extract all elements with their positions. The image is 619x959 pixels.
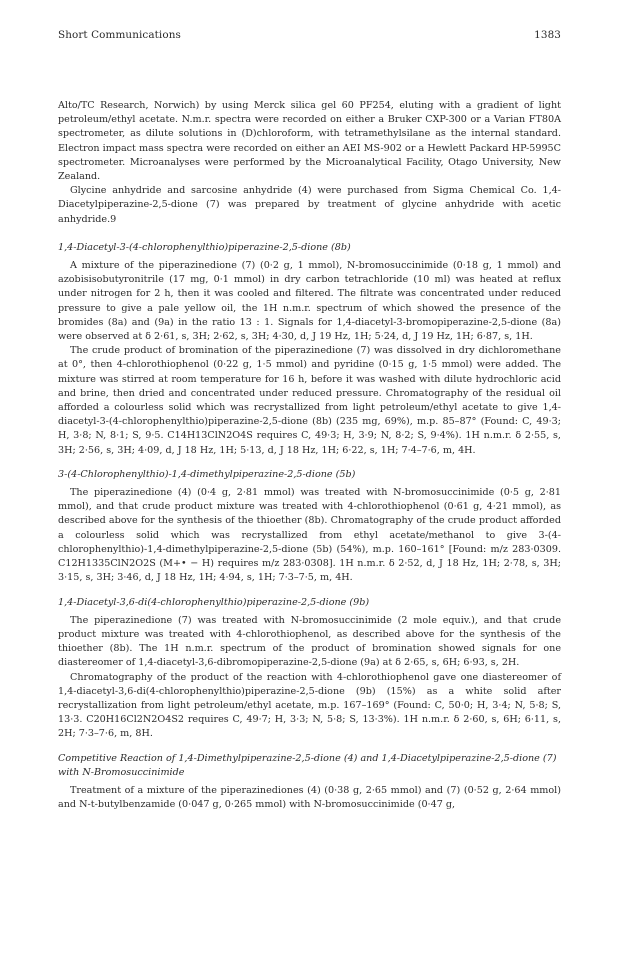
paragraph-competitive: Treatment of a mixture of the piperazinediones (4) (0·38 g, 2·65 mmol) and (7) (0·52 g, 2·64 mmol) and N-t-butylbenzamide (0·047 g, 0·265 mmol) with N-bromosuccinimide (0·47 g, [58, 784, 561, 811]
article-body [58, 99, 561, 812]
paragraph-9b-bromination: The piperazinedione (7) was treated with N-bromosuccinimide (2 mole equiv.), and that crude product mixture was treated with 4-chlorothiophenol, as described above for the synthesis of the thioether (8b). The 1H n.m.r. spectrum of the product of bromination showed signals for one diastereomer of 1,4-diacetyl-3,6-dibromopiperazine-2,5-dione (9a) at δ 2·65, s, 6H; 6·93, s, 2H. [58, 614, 561, 669]
running-head [58, 28, 561, 42]
section-heading-5b: 3-(4-Chlorophenylthio)-1,4-dimethylpiperazine-2,5-dione (5b) [58, 468, 356, 480]
journal-section-title: Short Communications [58, 29, 181, 41]
paragraph-materials: Glycine anhydride and sarcosine anhydride (4) were purchased from Sigma Chemical Co. 1,4-Diacetylpiperazine-2,5-dione (7) was prepared by treatment of glycine anhydride with acetic anhydride.9 [58, 185, 561, 225]
paragraph-8b-thioether: The crude product of bromination of the piperazinedione (7) was dissolved in dry dichloromethane at 0°, then 4-chlorothiophenol (0·22 g, 1·5 mmol) and pyridine (0·15 g, 1·5 mmol) were added. The mixture was stirred at room temperature for 16 h, before it was washed with dilute hydrochloric acid and brine, then dried and concentrated under reduced pressure. Chromatography of the residual oil afforded a colourless solid which was recrystallized from light petroleum/ethyl acetate to give 1,4-diacetyl-3-(4-chlorophenylthio)piperazine-2,5-dione (8b) (235 mg, 69%), m.p. 85–87° (Found: C, 49·3; H, 3·8; N, 8·1; S, 9·5. C14H13ClN2O4S requires C, 49·3; H, 3·9; N, 8·2; S, 9·4%). 1H n.m.r. δ 2·55, s, 3H; 2·56, s, 3H; 4·09, d, J 18 Hz, 1H; 5·13, d, J 18 Hz, 1H; 6·22, s, 1H; 7·4–7·6, m, 4H. [58, 345, 561, 456]
page-number: 1383 [534, 29, 561, 41]
paragraph-9b-chromatography: Chromatography of the product of the reaction with 4-chlorothiophenol gave one diastereomer of 1,4-diacetyl-3,6-di(4-chlorophenylthio)piperazine-2,5-dione (9b) (15%) as a white solid after recrystallization from light petroleum/ethyl acetate, m.p. 167–169° (Found: C, 50·0; H, 3·4; N, 5·8; S, 13·3. C20H16Cl2N2O4S2 requires C, 49·7; H, 3·3; N, 5·8; S, 13·3%). 1H n.m.r. δ 2·60, s, 6H; 6·11, s, 2H; 7·3–7·6, m, 8H. [58, 671, 561, 740]
paragraph-8b-bromination: A mixture of the piperazinedione (7) (0·2 g, 1 mmol), N-bromosuccinimide (0·18 g, 1 mmol) and azobisisobutyronitrile (17 mg, 0·1 mmol) in dry carbon tetrachloride (10 ml) was heated at reflux under nitrogen for 2 h, then it was cooled and filtered. The filtrate was concentrated under reduced pressure to give a pale yellow oil, the 1H n.m.r. spectrum of which showed the presence of the bromides (8a) and (9a) in the ratio 13 : 1. Signals for 1,4-diacetyl-3-bromopiperazine-2,5-dione (8a) were observed at δ 2·61, s, 3H; 2·62, s, 3H; 4·30, d, J 19 Hz, 1H; 5·24, d, J 19 Hz, 1H; 6·87, s, 1H. [58, 260, 561, 343]
section-heading-competitive: Competitive Reaction of 1,4-Dimethylpiperazine-2,5-dione (4) and 1,4-Diacetylpiperazine-2,5-dione (7) with N-Bromosuccinimide [58, 752, 557, 778]
section-heading-8b: 1,4-Diacetyl-3-(4-chlorophenylthio)piperazine-2,5-dione (8b) [58, 241, 351, 253]
paragraph-methods: Alto/TC Research, Norwich) by using Merck silica gel 60 PF254, eluting with a gradient of light petroleum/ethyl acetate. N.m.r. spectra were recorded on either a Bruker CXP-300 or a Varian FT80A spectrometer, as dilute solutions in (D)chloroform, with tetramethylsilane as the internal standard. Electron impact mass spectra were recorded on either an AEI MS-902 or a Hewlett Packard HP-5995C spectrometer. Microanalyses were performed by the Microanalytical Facility, Otago University, New Zealand. [58, 100, 561, 183]
section-heading-9b: 1,4-Diacetyl-3,6-di(4-chlorophenylthio)piperazine-2,5-dione (9b) [58, 596, 370, 608]
paragraph-5b: The piperazinedione (4) (0·4 g, 2·81 mmol) was treated with N-bromosuccinimide (0·5 g, 2·81 mmol), and that crude product mixture was treated with 4-chlorothiophenol (0·61 g, 4·21 mmol), as described above for the synthesis of the thioether (8b). Chromatography of the crude product afforded a colourless solid which was recrystallized from ethyl acetate/methanol to give 3-(4-chlorophenylthio)-1,4-dimethylpiperazine-2,5-dione (5b) (54%), m.p. 160–161° [Found: m/z 283·0309. C12H1335ClN2O2S (M+• − H) requires m/z 283·0308]. 1H n.m.r. δ 2·52, d, J 18 Hz, 1H; 2·78, s, 3H; 3·15, s, 3H; 3·46, d, J 18 Hz, 1H; 4·94, s, 1H; 7·3–7·5, m, 4H. [58, 487, 561, 584]
